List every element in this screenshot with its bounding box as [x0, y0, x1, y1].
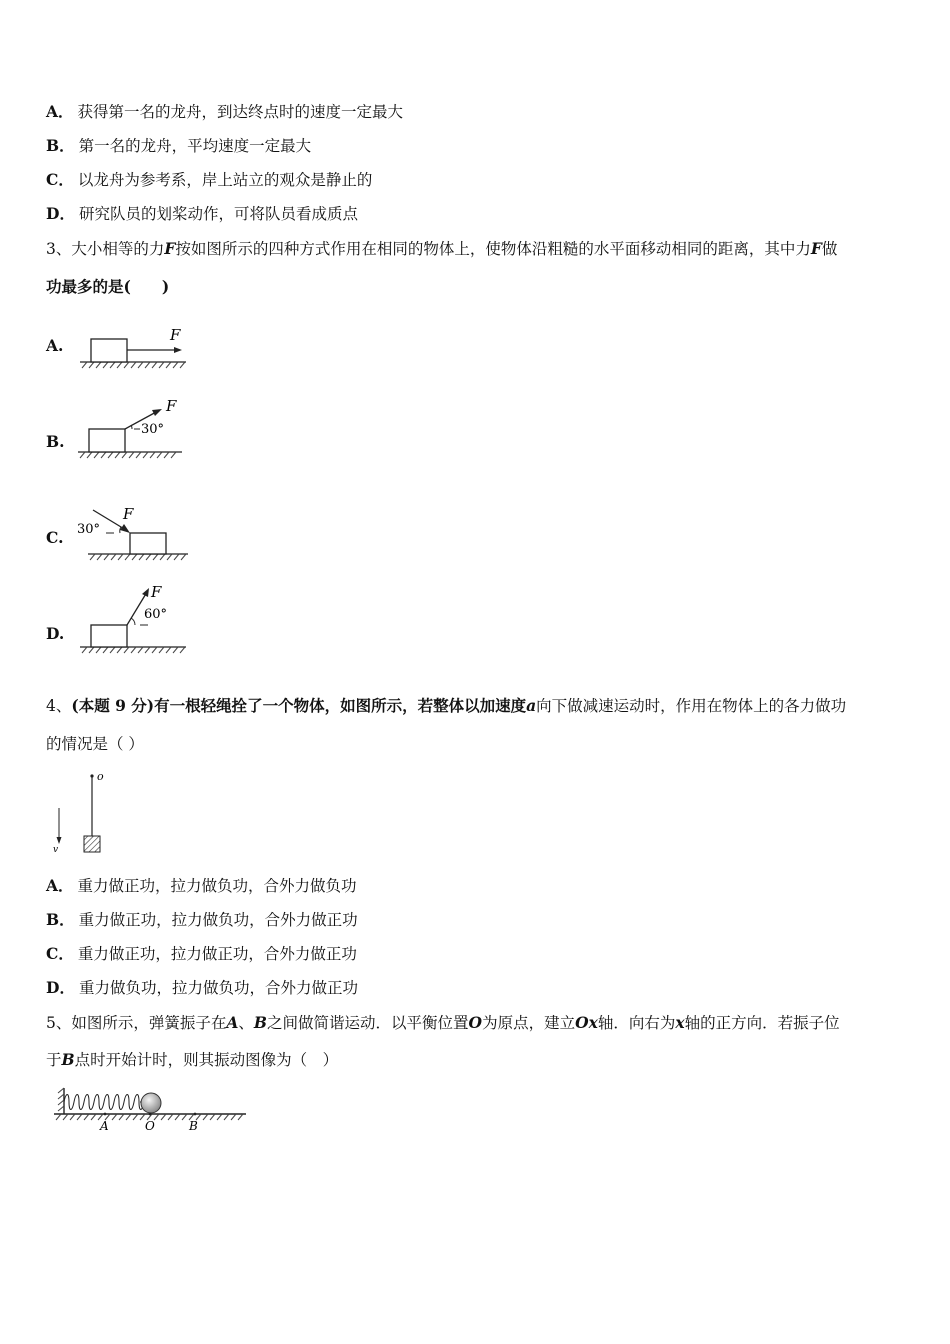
q3-option-c-label: C. — [46, 528, 64, 547]
q4-stem-line1: 4、(本题 9 分)有一根轻绳拴了一个物体，如图所示，若整体以加速度a向下做减速运动时，作用在物体上的各力做功 — [46, 696, 847, 715]
q5-point-o-label: O — [145, 1119, 155, 1133]
q5-point-b-label: B — [189, 1119, 198, 1133]
q3-d-force-label: F — [151, 583, 162, 601]
q3-stem-line1: 3、大小相等的力F按如图所示的四种方式作用在相同的物体上，使物体沿粗糙的水平面移动相同的距离，其中力F做 — [46, 239, 838, 258]
q4-option-d: D． 重力做负功，拉力做负功，合外力做正功 — [46, 978, 358, 997]
q3-option-b-label: B. — [46, 432, 65, 451]
q3-figure-b — [76, 396, 191, 462]
q3-stem-line2: 功最多的是( ) — [46, 277, 170, 296]
q4-stem-line2: 的情况是（ ） — [46, 735, 144, 753]
q5-figure — [50, 1084, 250, 1136]
q4-option-a: A． 重力做正功，拉力做负功，合外力做负功 — [46, 876, 357, 895]
q5-stem-line2: 于B点时开始计时，则其振动图像为（ ） — [46, 1050, 339, 1069]
q3-b-angle-label: 30° — [141, 422, 165, 437]
q3-c-force-label: F — [123, 505, 134, 523]
q4-option-c: C． 重力做正功，拉力做正功，合外力做正功 — [46, 944, 357, 963]
q3-option-a-label: A. — [46, 336, 64, 355]
q4-pivot-label: o — [97, 770, 104, 783]
q3-figure-c — [76, 504, 191, 562]
q3-option-d-label: D. — [46, 624, 65, 643]
q3-a-force-label: F — [170, 326, 181, 344]
q4-figure — [50, 766, 120, 858]
q3-b-force-label: F — [166, 397, 177, 415]
q4-option-b: B． 重力做正功，拉力做负功，合外力做正功 — [46, 910, 358, 929]
q4-velocity-label: v — [53, 845, 59, 855]
q3-figure-d — [78, 580, 193, 656]
q2-option-c: C． 以龙舟为参考系，岸上站立的观众是静止的 — [46, 170, 373, 189]
q3-c-angle-label: 30° — [77, 522, 101, 537]
q5-point-a-label: A — [100, 1119, 109, 1133]
q5-stem-line1: 5、如图所示，弹簧振子在A、B之间做简谐运动．以平衡位置O为原点，建立Ox轴．向右为x轴的正方向．若振子位 — [46, 1013, 840, 1032]
q2-option-d: D． 研究队员的划桨动作，可将队员看成质点 — [46, 204, 358, 223]
q3-figure-a — [78, 322, 193, 370]
q2-option-b: B． 第一名的龙舟，平均速度一定最大 — [46, 136, 312, 155]
q2-option-a: A． 获得第一名的龙舟，到达终点时的速度一定最大 — [46, 102, 404, 121]
q3-d-angle-label: 60° — [144, 607, 168, 622]
